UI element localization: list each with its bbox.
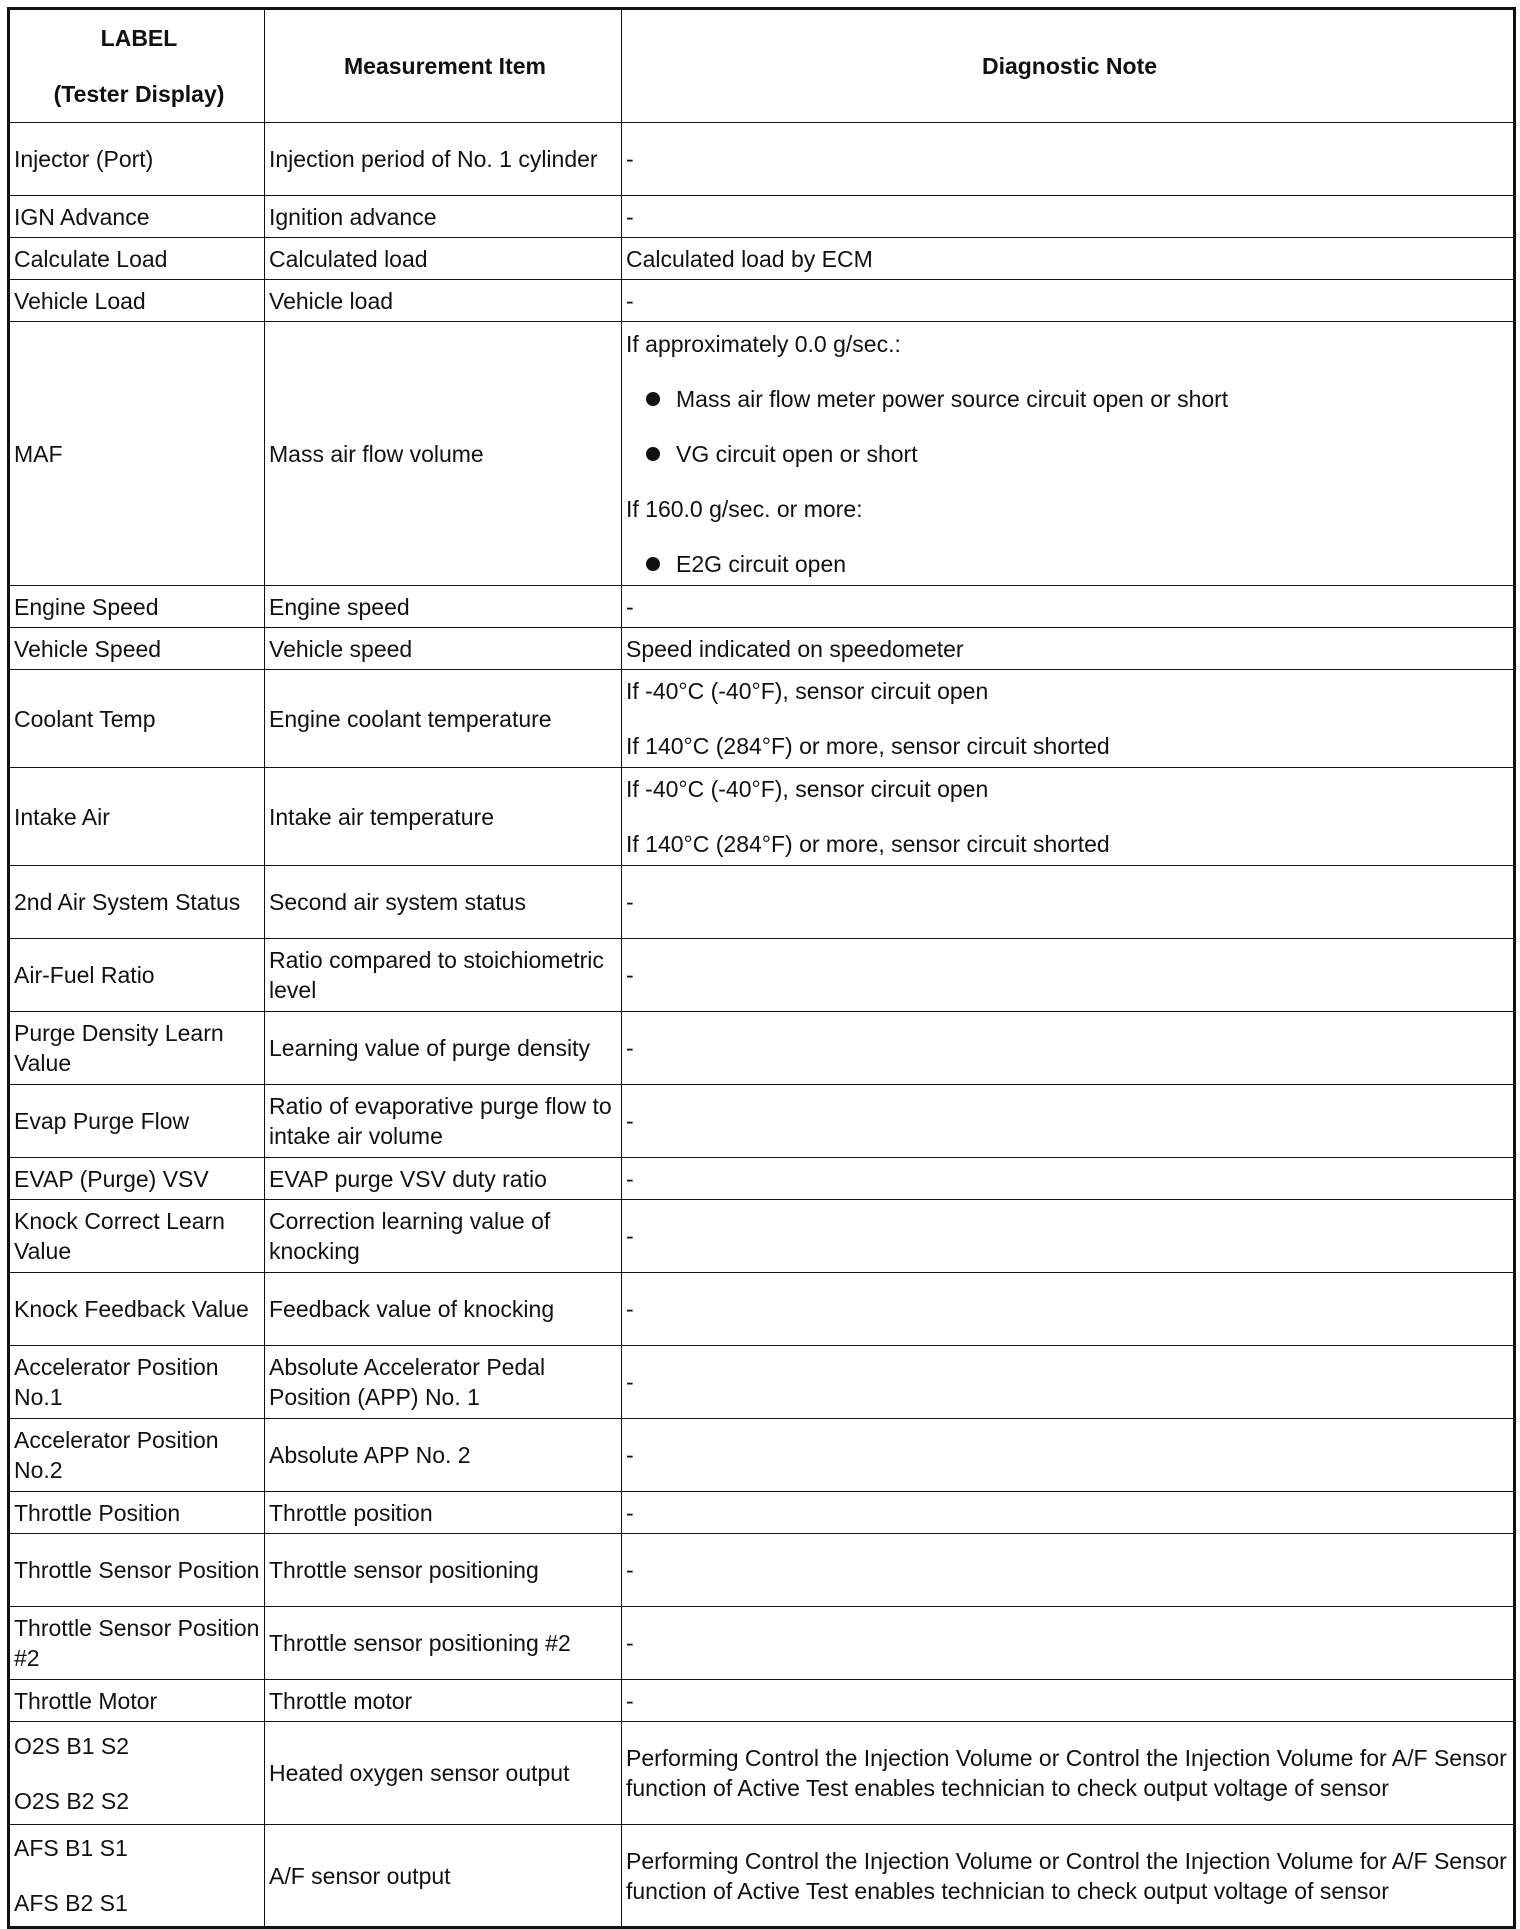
note-cell: - bbox=[622, 280, 1515, 322]
table-row bbox=[9, 1534, 1515, 1607]
label-cell: Purge Density Learn Value bbox=[9, 1012, 265, 1085]
table-row bbox=[9, 1273, 1515, 1346]
note-bullet-item: Mass air flow meter power source circuit open or short bbox=[626, 384, 1513, 414]
note-cell: - bbox=[622, 1419, 1515, 1492]
measurement-cell: Absolute APP No. 2 bbox=[265, 1419, 622, 1492]
note-cell: - bbox=[622, 1158, 1515, 1200]
measurement-cell: A/F sensor output bbox=[265, 1825, 622, 1928]
header-label bbox=[9, 9, 265, 123]
note-bullet-item: VG circuit open or short bbox=[626, 439, 1513, 469]
measurement-cell: Absolute Accelerator Pedal Position (APP) No. 1 bbox=[265, 1346, 622, 1419]
measurement-cell: Calculated load bbox=[265, 238, 622, 280]
note-cell: - bbox=[622, 1200, 1515, 1273]
measurement-cell: Throttle position bbox=[265, 1492, 622, 1534]
measurement-cell: Vehicle speed bbox=[265, 628, 622, 670]
table-row bbox=[9, 768, 1515, 866]
header-label-line1: LABEL bbox=[100, 25, 178, 51]
table-row bbox=[9, 1085, 1515, 1158]
label-cell: Air-Fuel Ratio bbox=[9, 939, 265, 1012]
label-cell: Injector (Port) bbox=[9, 123, 265, 196]
table-row bbox=[9, 1607, 1515, 1680]
note-cell: Calculated load by ECM bbox=[622, 238, 1515, 280]
table-row bbox=[9, 1825, 1515, 1928]
note-cell: Performing Control the Injection Volume or Control the Injection Volume for A/F Sensor function of Active Test enables technician to check output voltage of sensor bbox=[622, 1825, 1515, 1928]
note-bullet-item: E2G circuit open bbox=[626, 549, 1513, 579]
note-cell: - bbox=[622, 866, 1515, 939]
table-row bbox=[9, 1680, 1515, 1722]
label-line: AFS B1 S1 bbox=[14, 1835, 128, 1861]
note-cell bbox=[622, 322, 1515, 586]
header-row bbox=[9, 9, 1515, 123]
table-row bbox=[9, 322, 1515, 586]
measurement-cell: Ratio compared to stoichiometric level bbox=[265, 939, 622, 1012]
note-cell: - bbox=[622, 1085, 1515, 1158]
measurement-cell: Vehicle load bbox=[265, 280, 622, 322]
label-cell bbox=[9, 1825, 265, 1928]
label-cell: Throttle Sensor Position #2 bbox=[9, 1607, 265, 1680]
label-cell: Throttle Sensor Position bbox=[9, 1534, 265, 1607]
label-cell: Calculate Load bbox=[9, 238, 265, 280]
measurement-cell: Heated oxygen sensor output bbox=[265, 1722, 622, 1825]
table-row bbox=[9, 1722, 1515, 1825]
table-row bbox=[9, 123, 1515, 196]
table-row bbox=[9, 628, 1515, 670]
label-cell: Evap Purge Flow bbox=[9, 1085, 265, 1158]
note-cell: - bbox=[622, 1534, 1515, 1607]
note-cell bbox=[622, 768, 1515, 866]
note-line: If -40°C (-40°F), sensor circuit open bbox=[626, 776, 989, 802]
note-cell: - bbox=[622, 586, 1515, 628]
measurement-cell: Throttle motor bbox=[265, 1680, 622, 1722]
measurement-cell: Throttle sensor positioning #2 bbox=[265, 1607, 622, 1680]
table-row bbox=[9, 670, 1515, 768]
label-cell: Intake Air bbox=[9, 768, 265, 866]
note-cell: - bbox=[622, 1492, 1515, 1534]
measurement-cell: Ignition advance bbox=[265, 196, 622, 238]
note-cell: - bbox=[622, 1346, 1515, 1419]
label-cell: Throttle Motor bbox=[9, 1680, 265, 1722]
measurement-cell: Feedback value of knocking bbox=[265, 1273, 622, 1346]
note-cell: - bbox=[622, 939, 1515, 1012]
measurement-cell: Mass air flow volume bbox=[265, 322, 622, 586]
label-line: O2S B1 S2 bbox=[14, 1732, 130, 1759]
note-line: If -40°C (-40°F), sensor circuit open bbox=[626, 678, 989, 704]
note-bullet-list bbox=[626, 384, 1513, 469]
table-row bbox=[9, 1158, 1515, 1200]
header-measurement-item: Measurement Item bbox=[265, 9, 622, 123]
measurement-cell: Engine speed bbox=[265, 586, 622, 628]
data-list-table bbox=[7, 7, 1516, 1929]
measurement-cell: Learning value of purge density bbox=[265, 1012, 622, 1085]
label-cell: Vehicle Speed bbox=[9, 628, 265, 670]
table-row bbox=[9, 196, 1515, 238]
measurement-cell: EVAP purge VSV duty ratio bbox=[265, 1158, 622, 1200]
measurement-cell: Ratio of evaporative purge flow to intake air volume bbox=[265, 1085, 622, 1158]
table-row bbox=[9, 586, 1515, 628]
note-cell: - bbox=[622, 1012, 1515, 1085]
label-cell: Accelerator Position No.1 bbox=[9, 1346, 265, 1419]
note-cell: - bbox=[622, 1607, 1515, 1680]
note-cell bbox=[622, 670, 1515, 768]
note-cell: - bbox=[622, 1273, 1515, 1346]
measurement-cell: Second air system status bbox=[265, 866, 622, 939]
note-cell: - bbox=[622, 123, 1515, 196]
label-cell: Engine Speed bbox=[9, 586, 265, 628]
header-diagnostic-note: Diagnostic Note bbox=[622, 9, 1515, 123]
table-row bbox=[9, 1492, 1515, 1534]
note-cell: - bbox=[622, 1680, 1515, 1722]
label-cell: 2nd Air System Status bbox=[9, 866, 265, 939]
note-line: If approximately 0.0 g/sec.: bbox=[626, 330, 901, 357]
table-row bbox=[9, 238, 1515, 280]
label-cell: Vehicle Load bbox=[9, 280, 265, 322]
note-cell: Performing Control the Injection Volume or Control the Injection Volume for A/F Sensor function of Active Test enables technician to check output voltage of sensor bbox=[622, 1722, 1515, 1825]
note-line: If 140°C (284°F) or more, sensor circuit shorted bbox=[626, 831, 1110, 857]
label-line: O2S B2 S2 bbox=[14, 1787, 130, 1814]
label-cell: EVAP (Purge) VSV bbox=[9, 1158, 265, 1200]
table-row bbox=[9, 939, 1515, 1012]
label-cell: IGN Advance bbox=[9, 196, 265, 238]
note-bullet-list bbox=[626, 549, 1513, 579]
measurement-cell: Throttle sensor positioning bbox=[265, 1534, 622, 1607]
label-cell bbox=[9, 1722, 265, 1825]
table-row bbox=[9, 280, 1515, 322]
note-line: If 160.0 g/sec. or more: bbox=[626, 495, 863, 522]
table-row bbox=[9, 1419, 1515, 1492]
label-cell: MAF bbox=[9, 322, 265, 586]
label-cell: Accelerator Position No.2 bbox=[9, 1419, 265, 1492]
table-row bbox=[9, 1346, 1515, 1419]
note-cell: Speed indicated on speedometer bbox=[622, 628, 1515, 670]
header-label-line2: (Tester Display) bbox=[53, 81, 225, 107]
label-cell: Knock Correct Learn Value bbox=[9, 1200, 265, 1273]
table-row bbox=[9, 866, 1515, 939]
table-row bbox=[9, 1012, 1515, 1085]
measurement-cell: Injection period of No. 1 cylinder bbox=[265, 123, 622, 196]
note-cell: - bbox=[622, 196, 1515, 238]
label-cell: Throttle Position bbox=[9, 1492, 265, 1534]
measurement-cell: Intake air temperature bbox=[265, 768, 622, 866]
note-line: If 140°C (284°F) or more, sensor circuit shorted bbox=[626, 733, 1110, 759]
measurement-cell: Correction learning value of knocking bbox=[265, 1200, 622, 1273]
label-cell: Knock Feedback Value bbox=[9, 1273, 265, 1346]
label-line: AFS B2 S1 bbox=[14, 1890, 128, 1916]
table-row bbox=[9, 1200, 1515, 1273]
measurement-cell: Engine coolant temperature bbox=[265, 670, 622, 768]
label-cell: Coolant Temp bbox=[9, 670, 265, 768]
